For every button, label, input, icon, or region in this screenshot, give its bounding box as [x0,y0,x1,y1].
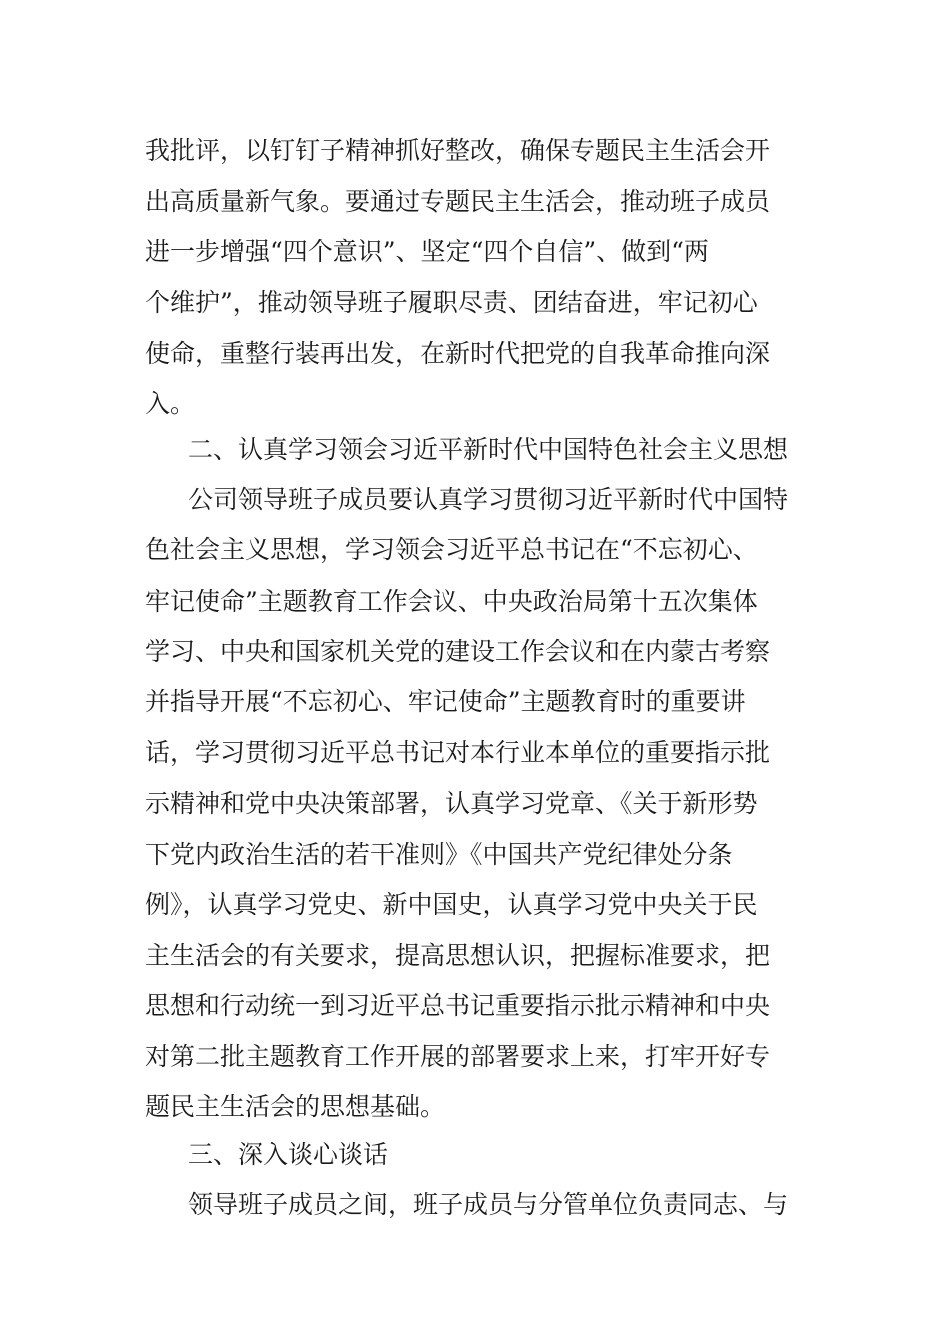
text-line: 领导班子成员之间，班子成员与分管单位负责同志、与 [188,1190,789,1219]
text-line: 对第二批主题教育工作开展的部署要求上来，打牢开好专 [145,1042,771,1071]
text-line: 主生活会的有关要求，提高思想认识，把握标准要求，把 [145,941,771,970]
text-line: 个维护”，推动领导班子履职尽责、团结奋进，牢记初心 [145,288,758,317]
text-line: 思想和行动统一到习近平总书记重要指示批示精神和中央 [145,991,771,1020]
text-line: 公司领导班子成员要认真学习贯彻习近平新时代中国特 [188,485,789,514]
text-line: 题民主生活会的思想基础。 [145,1092,446,1121]
text-line: 色社会主义思想，学习领会习近平总书记在“不忘初心、 [145,535,758,564]
text-line: 学习、中央和国家机关党的建设工作会议和在内蒙古考察 [145,637,771,666]
text-line: 并指导开展“不忘初心、牢记使命”主题教育时的重要讲 [145,687,746,716]
text-line: 出高质量新气象。要通过专题民主生活会，推动班子成员 [145,187,771,216]
text-line: 例》，认真学习党史、新中国史，认真学习党中央关于民 [145,890,758,919]
text-line: 使命，重整行装再出发，在新时代把党的自我革命推向深 [145,339,771,368]
text-line: 我批评，以钉钉子精神抓好整改，确保专题民主生活会开 [145,136,771,165]
section-heading: 二、认真学习领会习近平新时代中国特色社会主义思想 [188,435,789,464]
text-line: 话，学习贯彻习近平总书记对本行业本单位的重要指示批 [145,738,771,767]
text-line: 示精神和党中央决策部署，认真学习党章、《关于新形势 [145,789,758,818]
text-line: 入。 [145,389,196,418]
text-line: 下党内政治生活的若干准则》《中国共产党纪律处分条 [145,840,733,869]
section-heading: 三、深入谈心谈话 [188,1140,389,1169]
text-line: 牢记使命”主题教育工作会议、中央政治局第十五次集体 [145,587,758,616]
text-line: 进一步增强“四个意识”、坚定“四个自信”、做到“两 [145,237,709,266]
